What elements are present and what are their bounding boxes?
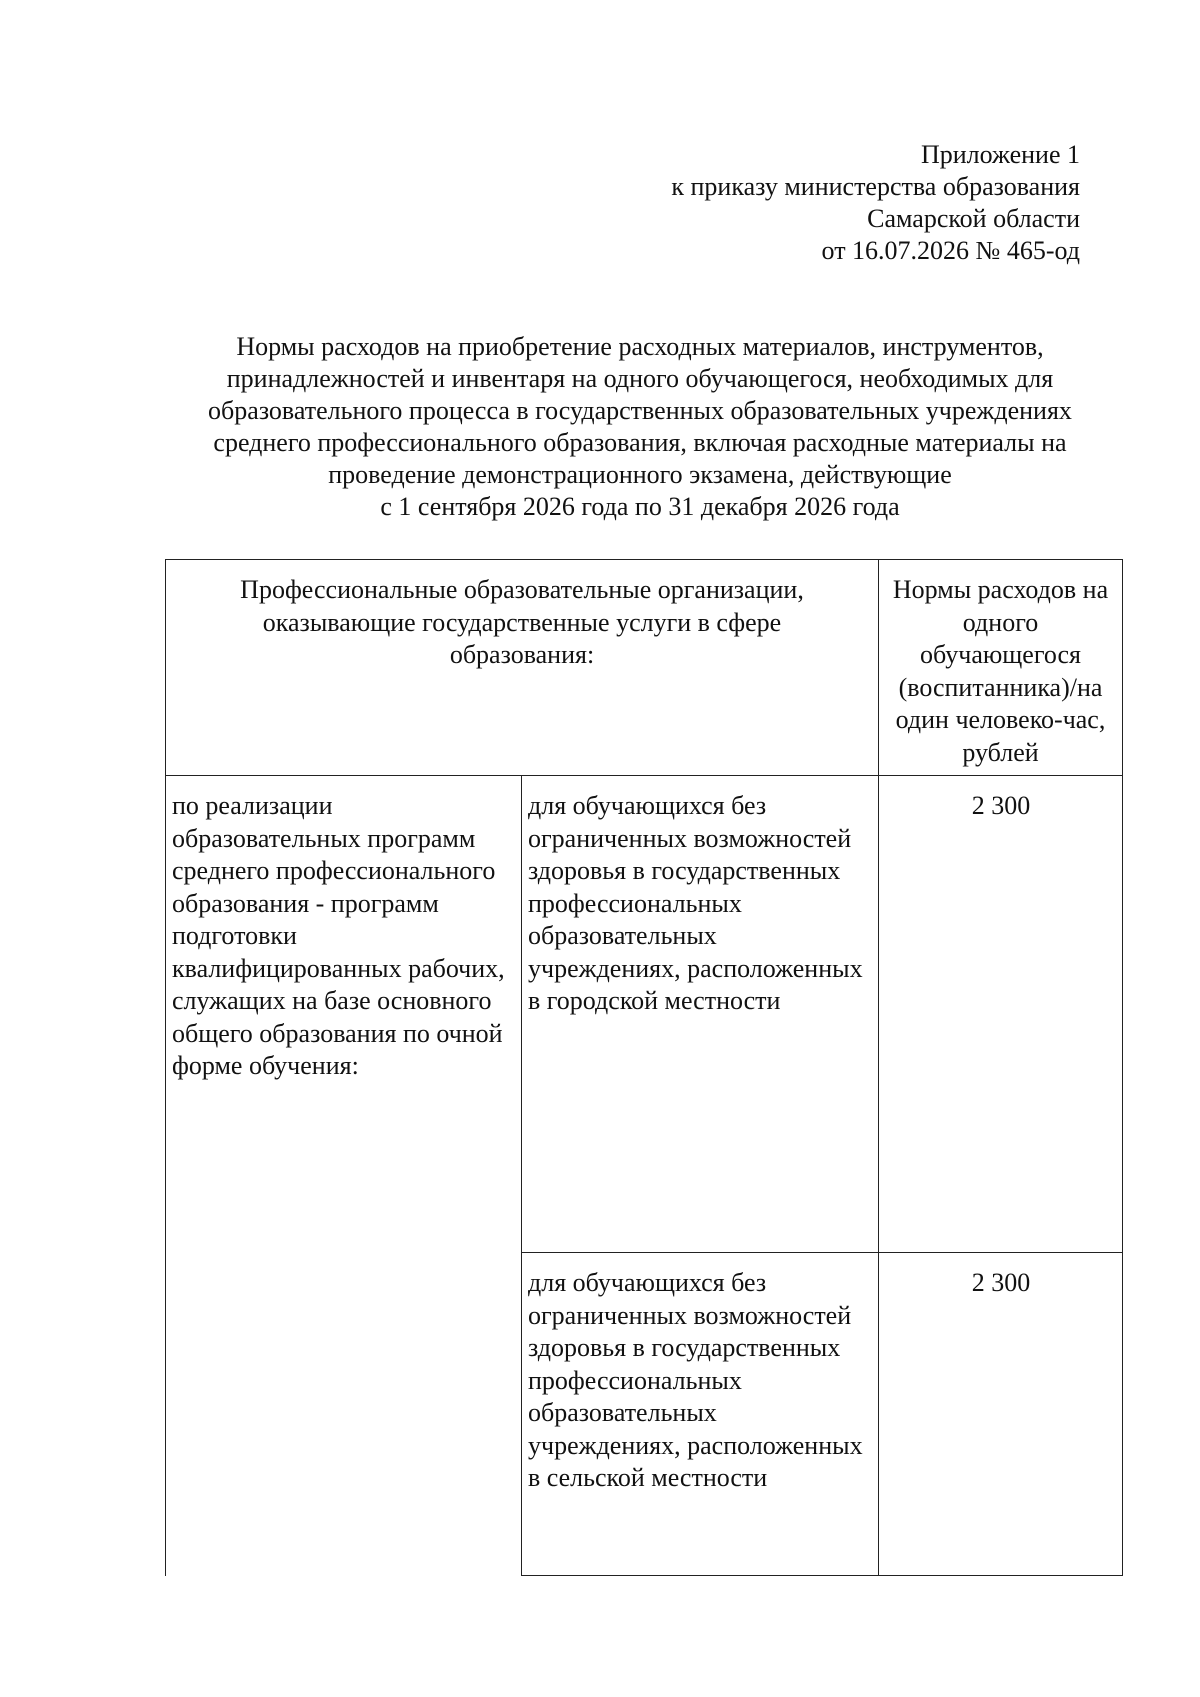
title-line: принадлежностей и инвентаря на одного обучающегося, необходимых для xyxy=(226,364,1054,393)
appendix-line: Приложение 1 xyxy=(920,140,1080,169)
appendix-line: к приказу министерства образования xyxy=(671,172,1080,201)
header-norm-cell: Нормы расходов на одного обучающегося (воспитанника)/на один человеко-час, рублей xyxy=(879,560,1123,776)
title-line: с 1 сентября 2026 года по 31 декабря 2026 года xyxy=(380,492,900,521)
value-cell: 2 300 xyxy=(879,1253,1123,1576)
document-title xyxy=(160,331,1120,523)
appendix-block xyxy=(671,139,1080,267)
appendix-line: от 16.07.2026 № 465-од xyxy=(821,236,1080,265)
table-header-row xyxy=(166,560,1123,776)
appendix-line: Самарской области xyxy=(867,204,1080,233)
condition-cell: для обучающихся без ограниченных возможностей здоровья в государственных профессиональных образовательных учреждениях, расположенных в городской местности xyxy=(522,776,879,1253)
title-line: Нормы расходов на приобретение расходных материалов, инструментов, xyxy=(236,332,1044,361)
program-cell: по реализации образовательных программ среднего профессионального образования - программ подготовки квалифицированных рабочих, служащих на базе основного общего образования по очной форме обучения: xyxy=(166,776,522,1576)
value-cell: 2 300 xyxy=(879,776,1123,1253)
header-org-cell: Профессиональные образовательные организации, оказывающие государственные услуги в сфере образования: xyxy=(166,560,879,776)
title-line: среднего профессионального образования, включая расходные материалы на xyxy=(213,428,1067,457)
title-line: проведение демонстрационного экзамена, действующие xyxy=(328,460,952,489)
title-line: образовательного процесса в государственных образовательных учреждениях xyxy=(208,396,1072,425)
table-row xyxy=(166,776,1123,1253)
norms-table xyxy=(165,559,1123,1576)
condition-cell: для обучающихся без ограниченных возможностей здоровья в государственных профессиональных образовательных учреждениях, расположенных в сельской местности xyxy=(522,1253,879,1576)
